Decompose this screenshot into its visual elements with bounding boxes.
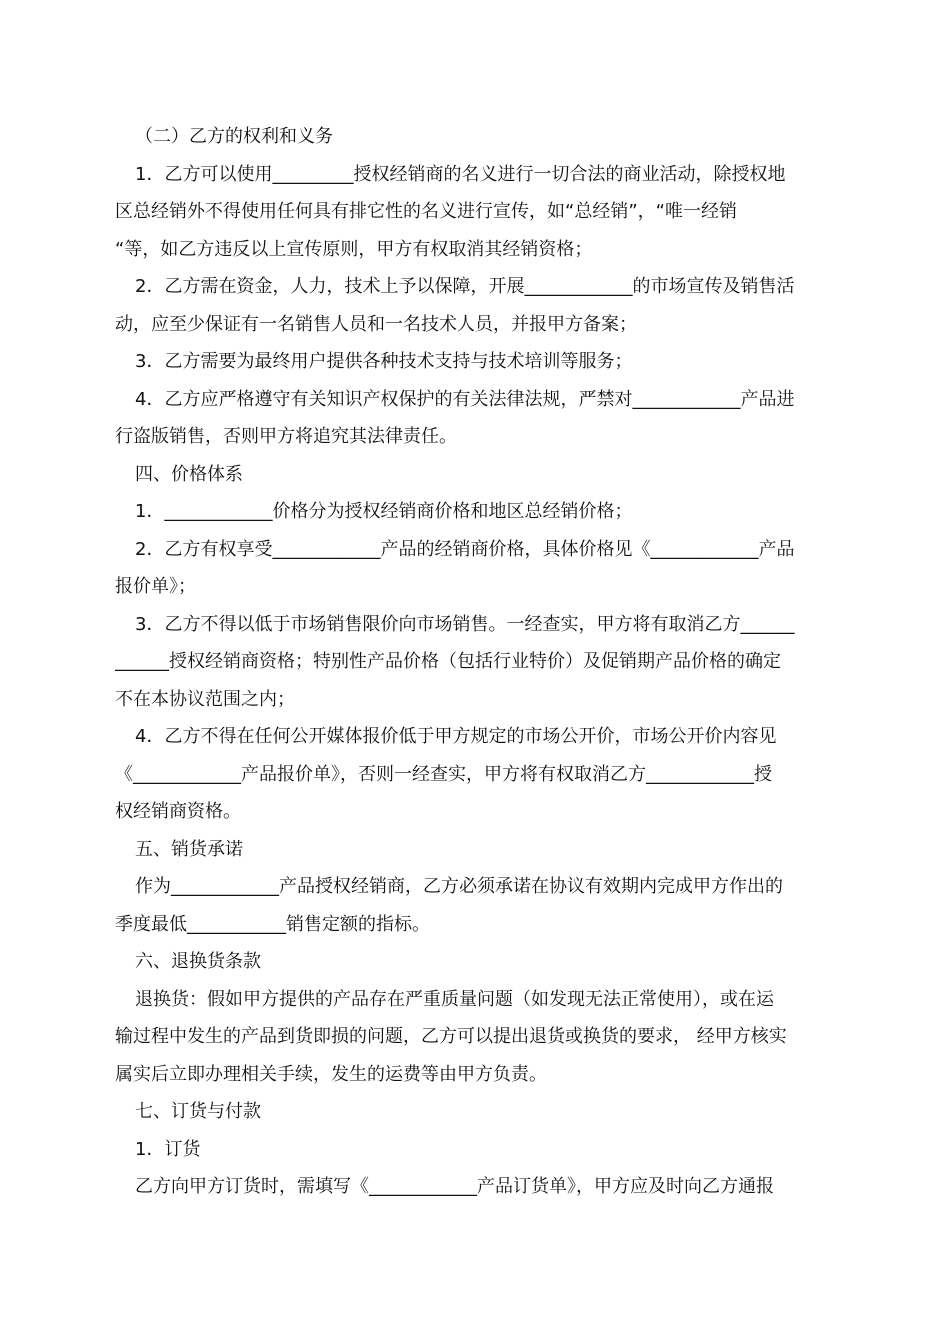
paragraph-line: 权经销商资格。 <box>115 801 241 822</box>
paragraph-line: 4．乙方不得在任何公开媒体报价低于甲方规定的市场公开价，市场公开价内容见 <box>135 726 777 747</box>
paragraph-line: 2．乙方需在资金，人力，技术上予以保障，开展____________的市场宣传及销售活 <box>135 276 795 297</box>
paragraph-line: 1．____________价格分为授权经销商价格和地区总经销价格； <box>135 501 633 522</box>
subsection-heading: 1．订货 <box>135 1138 201 1160</box>
paragraph-line: 3．乙方需要为最终用户提供各种技术支持与技术培训等服务； <box>135 351 633 372</box>
paragraph-line: 属实后立即办理相关手续，发生的运费等由甲方负责。 <box>115 1063 547 1085</box>
section-heading: 五、销货承诺 <box>135 838 243 860</box>
paragraph-line: 《____________产品报价单》，否则一经查实，甲方将有权取消乙方____________授 <box>115 763 772 785</box>
paragraph-line: 不在本协议范围之内； <box>115 688 295 710</box>
paragraph-line: 2．乙方有权享受____________产品的经销商价格，具体价格见《____________产品 <box>135 538 795 560</box>
paragraph-line: ______授权经销商资格；特别性产品价格（包括行业特价）及促销期产品价格的确定 <box>115 651 781 672</box>
paragraph-line: “等，如乙方违反以上宣传原则，甲方有权取消其经销资格； <box>115 238 593 260</box>
paragraph-line: 季度最低___________销售定额的指标。 <box>115 913 430 935</box>
paragraph-line: 动，应至少保证有一名销售人员和一名技术人员，并报甲方备案； <box>115 313 637 335</box>
paragraph-line: 乙方向甲方订货时，需填写《____________产品订货单》，甲方应及时向乙方通报 <box>135 1176 774 1197</box>
document-page <box>115 118 837 1206</box>
paragraph-line: 1．乙方可以使用_________授权经销商的名义进行一切合法的商业活动，除授权地 <box>135 163 786 185</box>
paragraph-line: 3．乙方不得以低于市场销售限价向市场销售。一经查实，甲方将有取消乙方______ <box>135 613 795 635</box>
section-heading: 六、退换货条款 <box>135 951 261 972</box>
paragraph-line: 区总经销外不得使用任何具有排它性的名义进行宣传，如“总经销”，“唯一经销 <box>115 201 737 222</box>
paragraph-line: 输过程中发生的产品到货即损的问题，乙方可以提出退货或换货的要求， 经甲方核实 <box>115 1026 787 1047</box>
paragraph-line: 退换货：假如甲方提供的产品存在严重质量问题（如发现无法正常使用），或在运 <box>135 988 774 1010</box>
paragraph-line: 4．乙方应严格遵守有关知识产权保护的有关法律法规，严禁对____________产品进 <box>135 388 795 410</box>
section-heading: 四、价格体系 <box>135 463 243 485</box>
section-heading: （二）乙方的权利和义务 <box>135 126 333 147</box>
paragraph-line: 行盗版销售，否则甲方将追究其法律责任。 <box>115 426 457 447</box>
paragraph-line: 报价单》； <box>115 576 196 597</box>
section-heading: 七、订货与付款 <box>135 1101 261 1122</box>
paragraph-line: 作为____________产品授权经销商，乙方必须承诺在协议有效期内完成甲方作出的 <box>135 876 783 897</box>
